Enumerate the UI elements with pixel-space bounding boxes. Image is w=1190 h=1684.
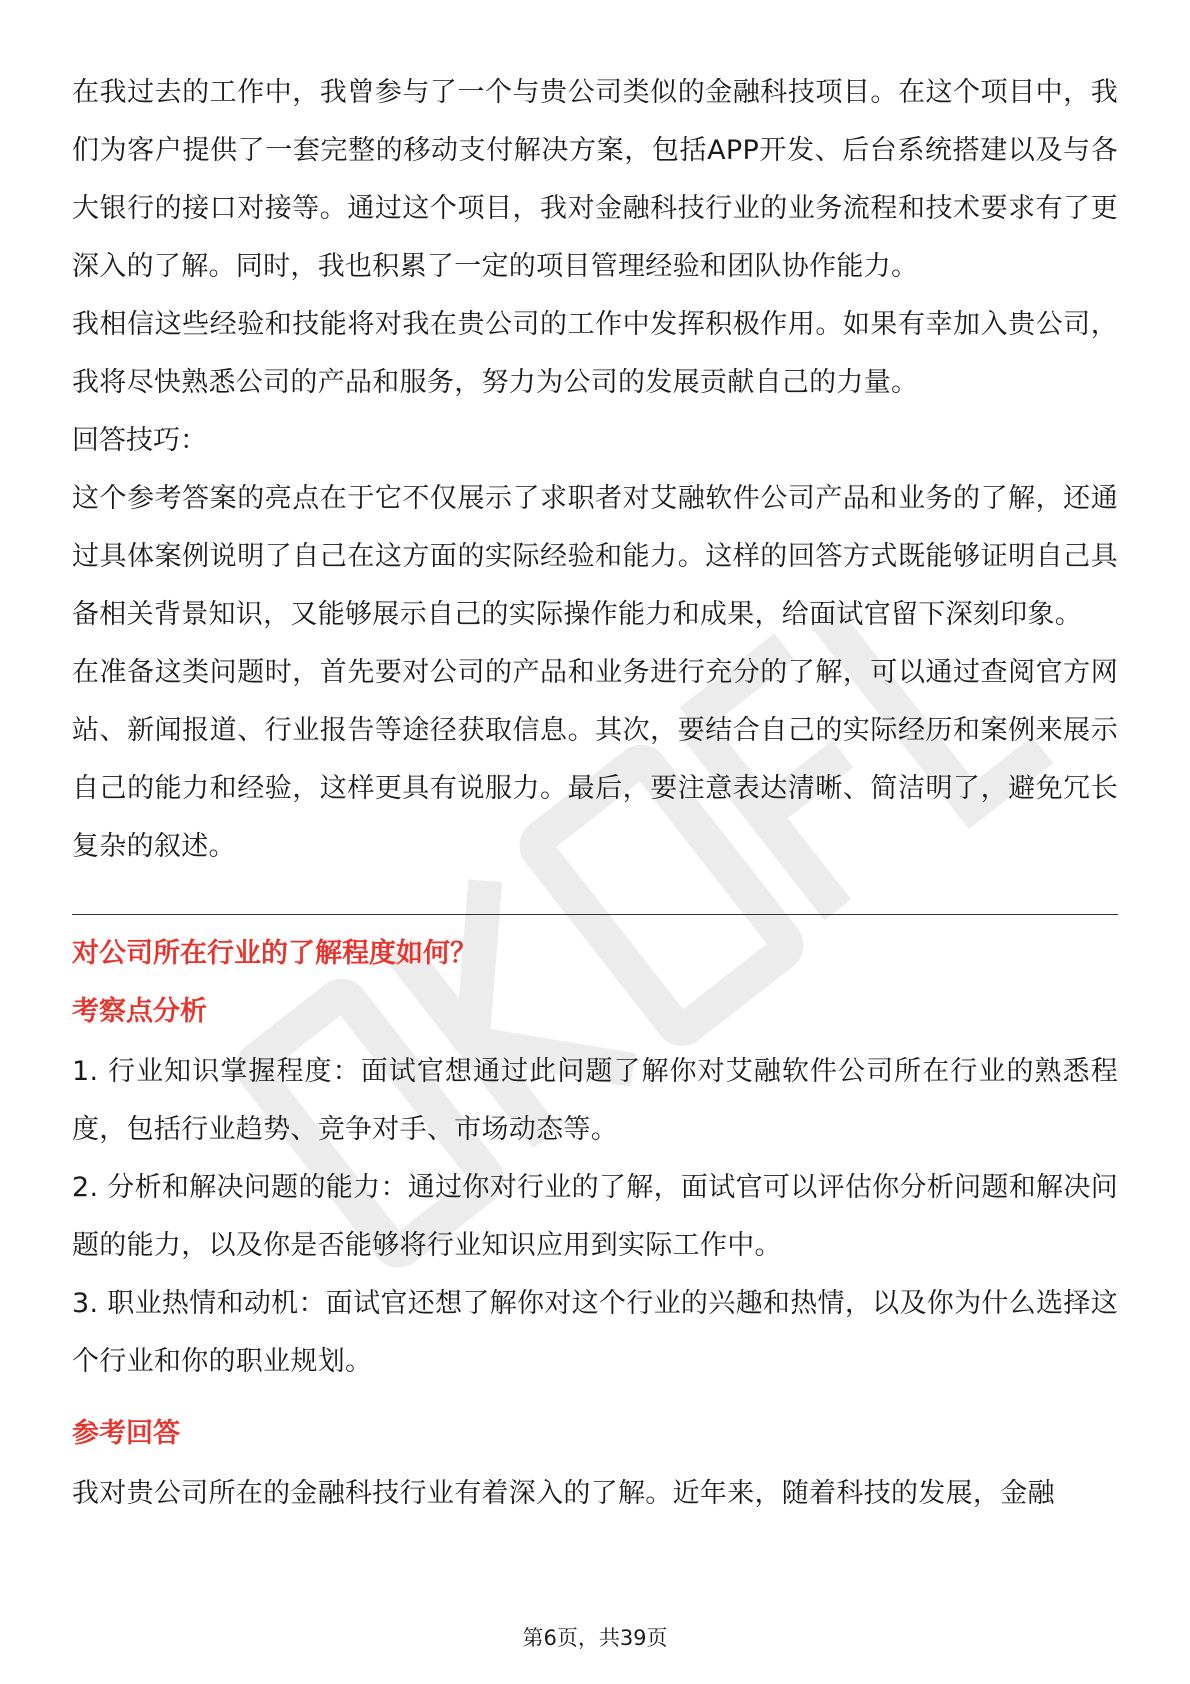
- intro-section: [72, 64, 1118, 412]
- tips-section: [72, 412, 1118, 876]
- document-page: [72, 64, 1118, 1523]
- reference-answer-text: 我对贵公司所在的金融科技行业有着深入的了解。近年来，随着科技的发展，金融: [72, 1478, 1055, 1509]
- tips-paragraph-2: 在准备这类问题时，首先要对公司的产品和业务进行充分的了解，可以通过查阅官方网站、新闻报道、行业报告等途径获取信息。其次，要结合自己的实际经历和案例来展示自己的能力和经验，这样更具有说服力。最后，要注意表达清晰、简洁明了，避免冗长复杂的叙述。: [72, 657, 1118, 862]
- section-divider: [72, 914, 1118, 915]
- analysis-point-2: 2. 分析和解决问题的能力：通过你对行业的了解，面试官可以评估你分析问题和解决问题的能力，以及你是否能够将行业知识应用到实际工作中。: [72, 1172, 1118, 1261]
- analysis-heading: 考察点分析: [72, 996, 207, 1027]
- reference-heading: 参考回答: [72, 1418, 180, 1449]
- intro-paragraph-1: 在我过去的工作中，我曾参与了一个与贵公司类似的金融科技项目。在这个项目中，我们为客户提供了一套完整的移动支付解决方案，包括APP开发、后台系统搭建以及与各大银行的接口对接等。通过这个项目，我对金融科技行业的业务流程和技术要求有了更深入的了解。同时，我也积累了一定的项目管理经验和团队协作能力。: [72, 77, 1118, 282]
- analysis-point-1: 1. 行业知识掌握程度：面试官想通过此问题了解你对艾融软件公司所在行业的熟悉程度，包括行业趋势、竞争对手、市场动态等。: [72, 1056, 1118, 1145]
- question-title: 对公司所在行业的了解程度如何？: [72, 938, 477, 969]
- tips-paragraph-1: 这个参考答案的亮点在于它不仅展示了求职者对艾融软件公司产品和业务的了解，还通过具体案例说明了自己在这方面的实际经验和能力。这样的回答方式既能够证明自己具备相关背景知识，又能够展示自己的实际操作能力和成果，给面试官留下深刻印象。: [72, 483, 1118, 630]
- analysis-point-3: 3. 职业热情和动机：面试官还想了解你对这个行业的兴趣和热情，以及你为什么选择这个行业和你的职业规划。: [72, 1288, 1118, 1377]
- question-section: [72, 929, 1118, 1523]
- tips-label: 回答技巧：: [72, 425, 207, 456]
- page-indicator: 第6页，共39页: [522, 1626, 668, 1650]
- intro-paragraph-2: 我相信这些经验和技能将对我在贵公司的工作中发挥积极作用。如果有幸加入贵公司，我将尽快熟悉公司的产品和服务，努力为公司的发展贡献自己的力量。: [72, 309, 1118, 398]
